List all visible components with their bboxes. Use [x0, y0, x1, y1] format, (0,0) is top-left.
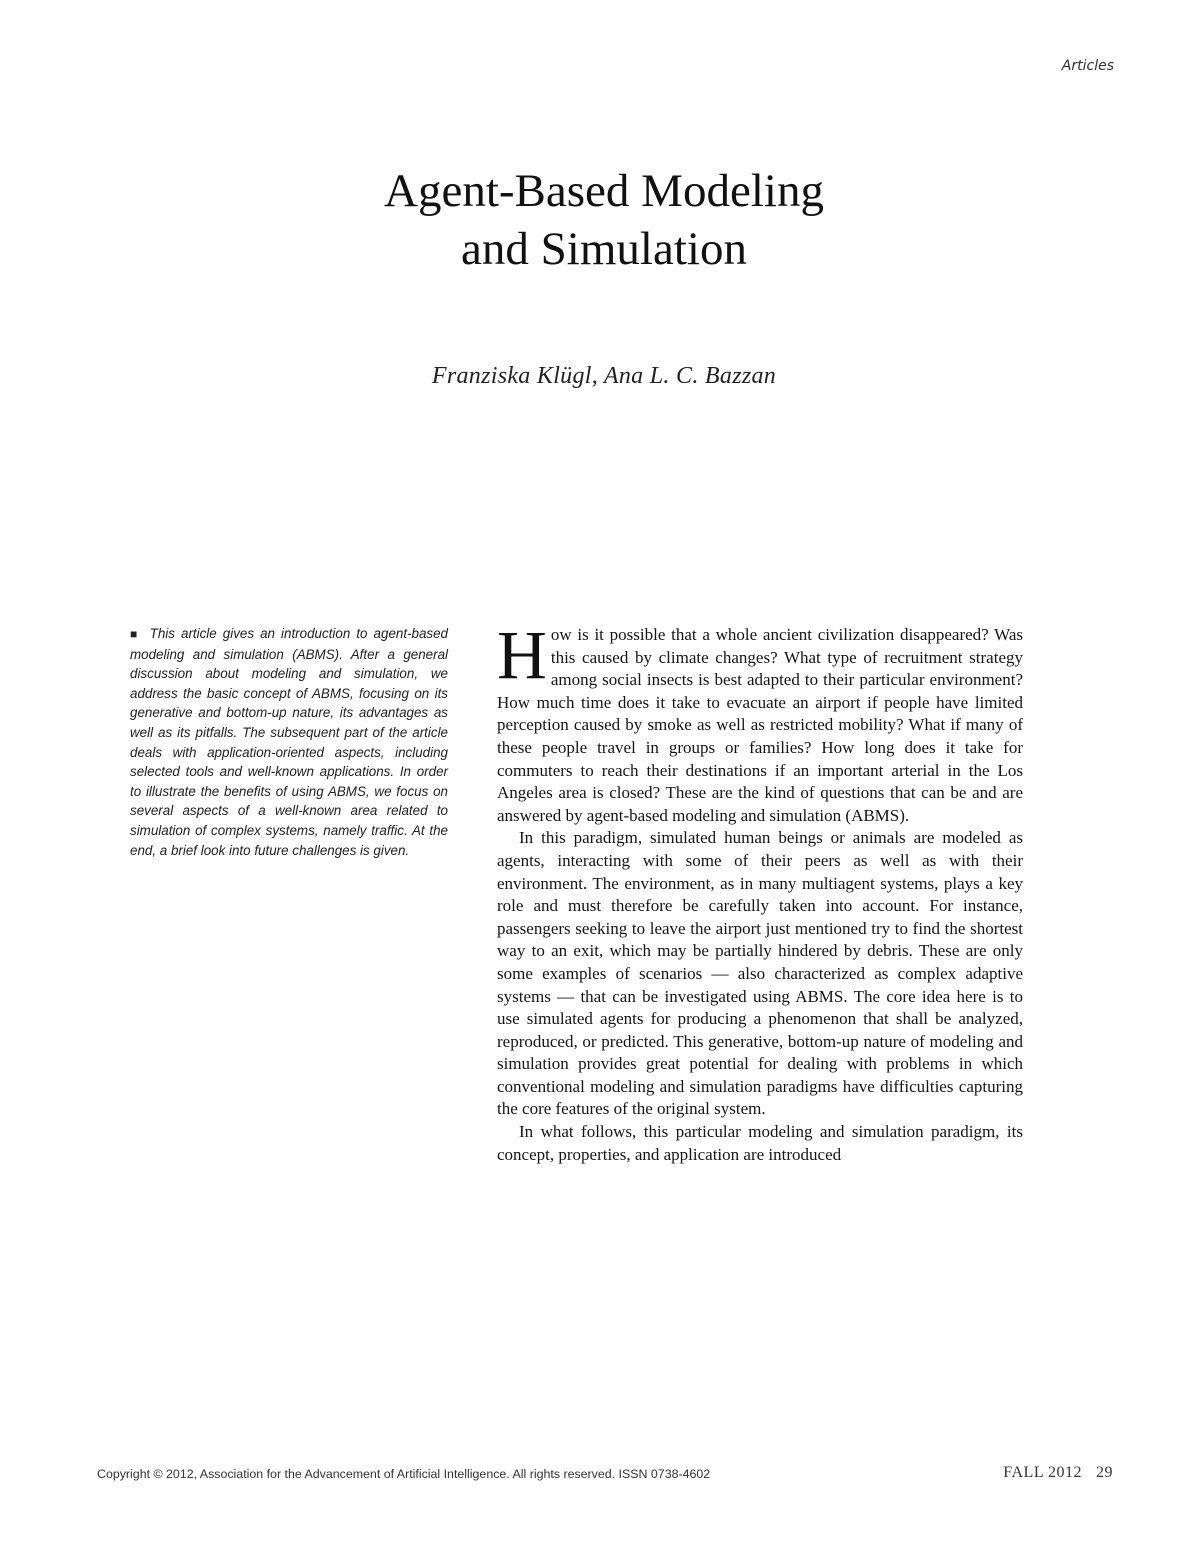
body-paragraph-3: In what follows, this particular modeling and simulation paradigm, its concept, properties, and application are introduced	[497, 1122, 1023, 1164]
title-line-2: and Simulation	[461, 223, 747, 275]
authors: Franziska Klügl, Ana L. C. Bazzan	[431, 363, 777, 389]
title-line-1: Agent-Based Modeling	[384, 165, 824, 217]
body-paragraph-2: In this paradigm, simulated human beings or animals are modeled as agents, interacting with some of their peers as well as with their environment. The environment, as in many multiagent systems, plays a key role and must therefore be carefully taken into account. For instance, passengers seeking to leave the airport just mentioned try to find the shortest way to an exit, which may be partially hindered by debris. These are only some examples of scenarios — also characterized as complex adaptive systems — that can be investigated using ABMS. The core idea here is to use simulated agents for producing a phenomenon that shall be analyzed, reproduced, or predicted. This generative, bottom-up nature of modeling and simulation provides great potential for dealing with problems in which conventional modeling and simulation paradigms have difficulties capturing the core features of the original system.	[497, 828, 1023, 1119]
article-title	[0, 162, 1200, 278]
page-number: 29	[1096, 1464, 1113, 1481]
issue-label: FALL 2012	[1003, 1464, 1082, 1481]
abstract	[130, 624, 448, 860]
drop-cap: H	[497, 617, 547, 693]
body-paragraph-1	[497, 617, 1023, 827]
abstract-bullet-icon: ■	[130, 627, 140, 641]
copyright-notice: Copyright © 2012, Association for the Advancement of Artificial Intelligence. All rights reserved. ISSN 0738-4602	[97, 1467, 711, 1481]
abstract-text: This article gives an introduction to agent-based modeling and simulation (ABMS). After a general discussion about modeling and simulation, we address the basic concept of ABMS, focusing on its generative and bottom-up nature, its advantages as well as its pitfalls. The subsequent part of the article deals with application-oriented aspects, including selected tools and well-known applications. In order to illustrate the benefits of using ABMS, we focus on several aspects of a well-known area related to simulation of complex systems, namely traffic. At the end, a brief look into future challenges is given.	[130, 626, 449, 858]
body-text	[497, 617, 1023, 1166]
body-paragraph-1-text: ow is it possible that a whole ancient civilization disappeared? Was this caused by climate changes? What type of recruitment strategy among social insects is best adapted to their particular environment? How much time does it take to evacuate an airport if people have limited perception caused by smoke as well as restricted mobility? What if many of these people travel in groups or families? How long does it take for commuters to reach their destinations if an important arterial in the Los Angeles area is closed? These are the kind of questions that can be and are answered by agent-based modeling and simulation (ABMS).	[497, 625, 1023, 825]
page-footer	[1003, 1464, 1113, 1482]
section-label: Articles	[1061, 58, 1114, 74]
